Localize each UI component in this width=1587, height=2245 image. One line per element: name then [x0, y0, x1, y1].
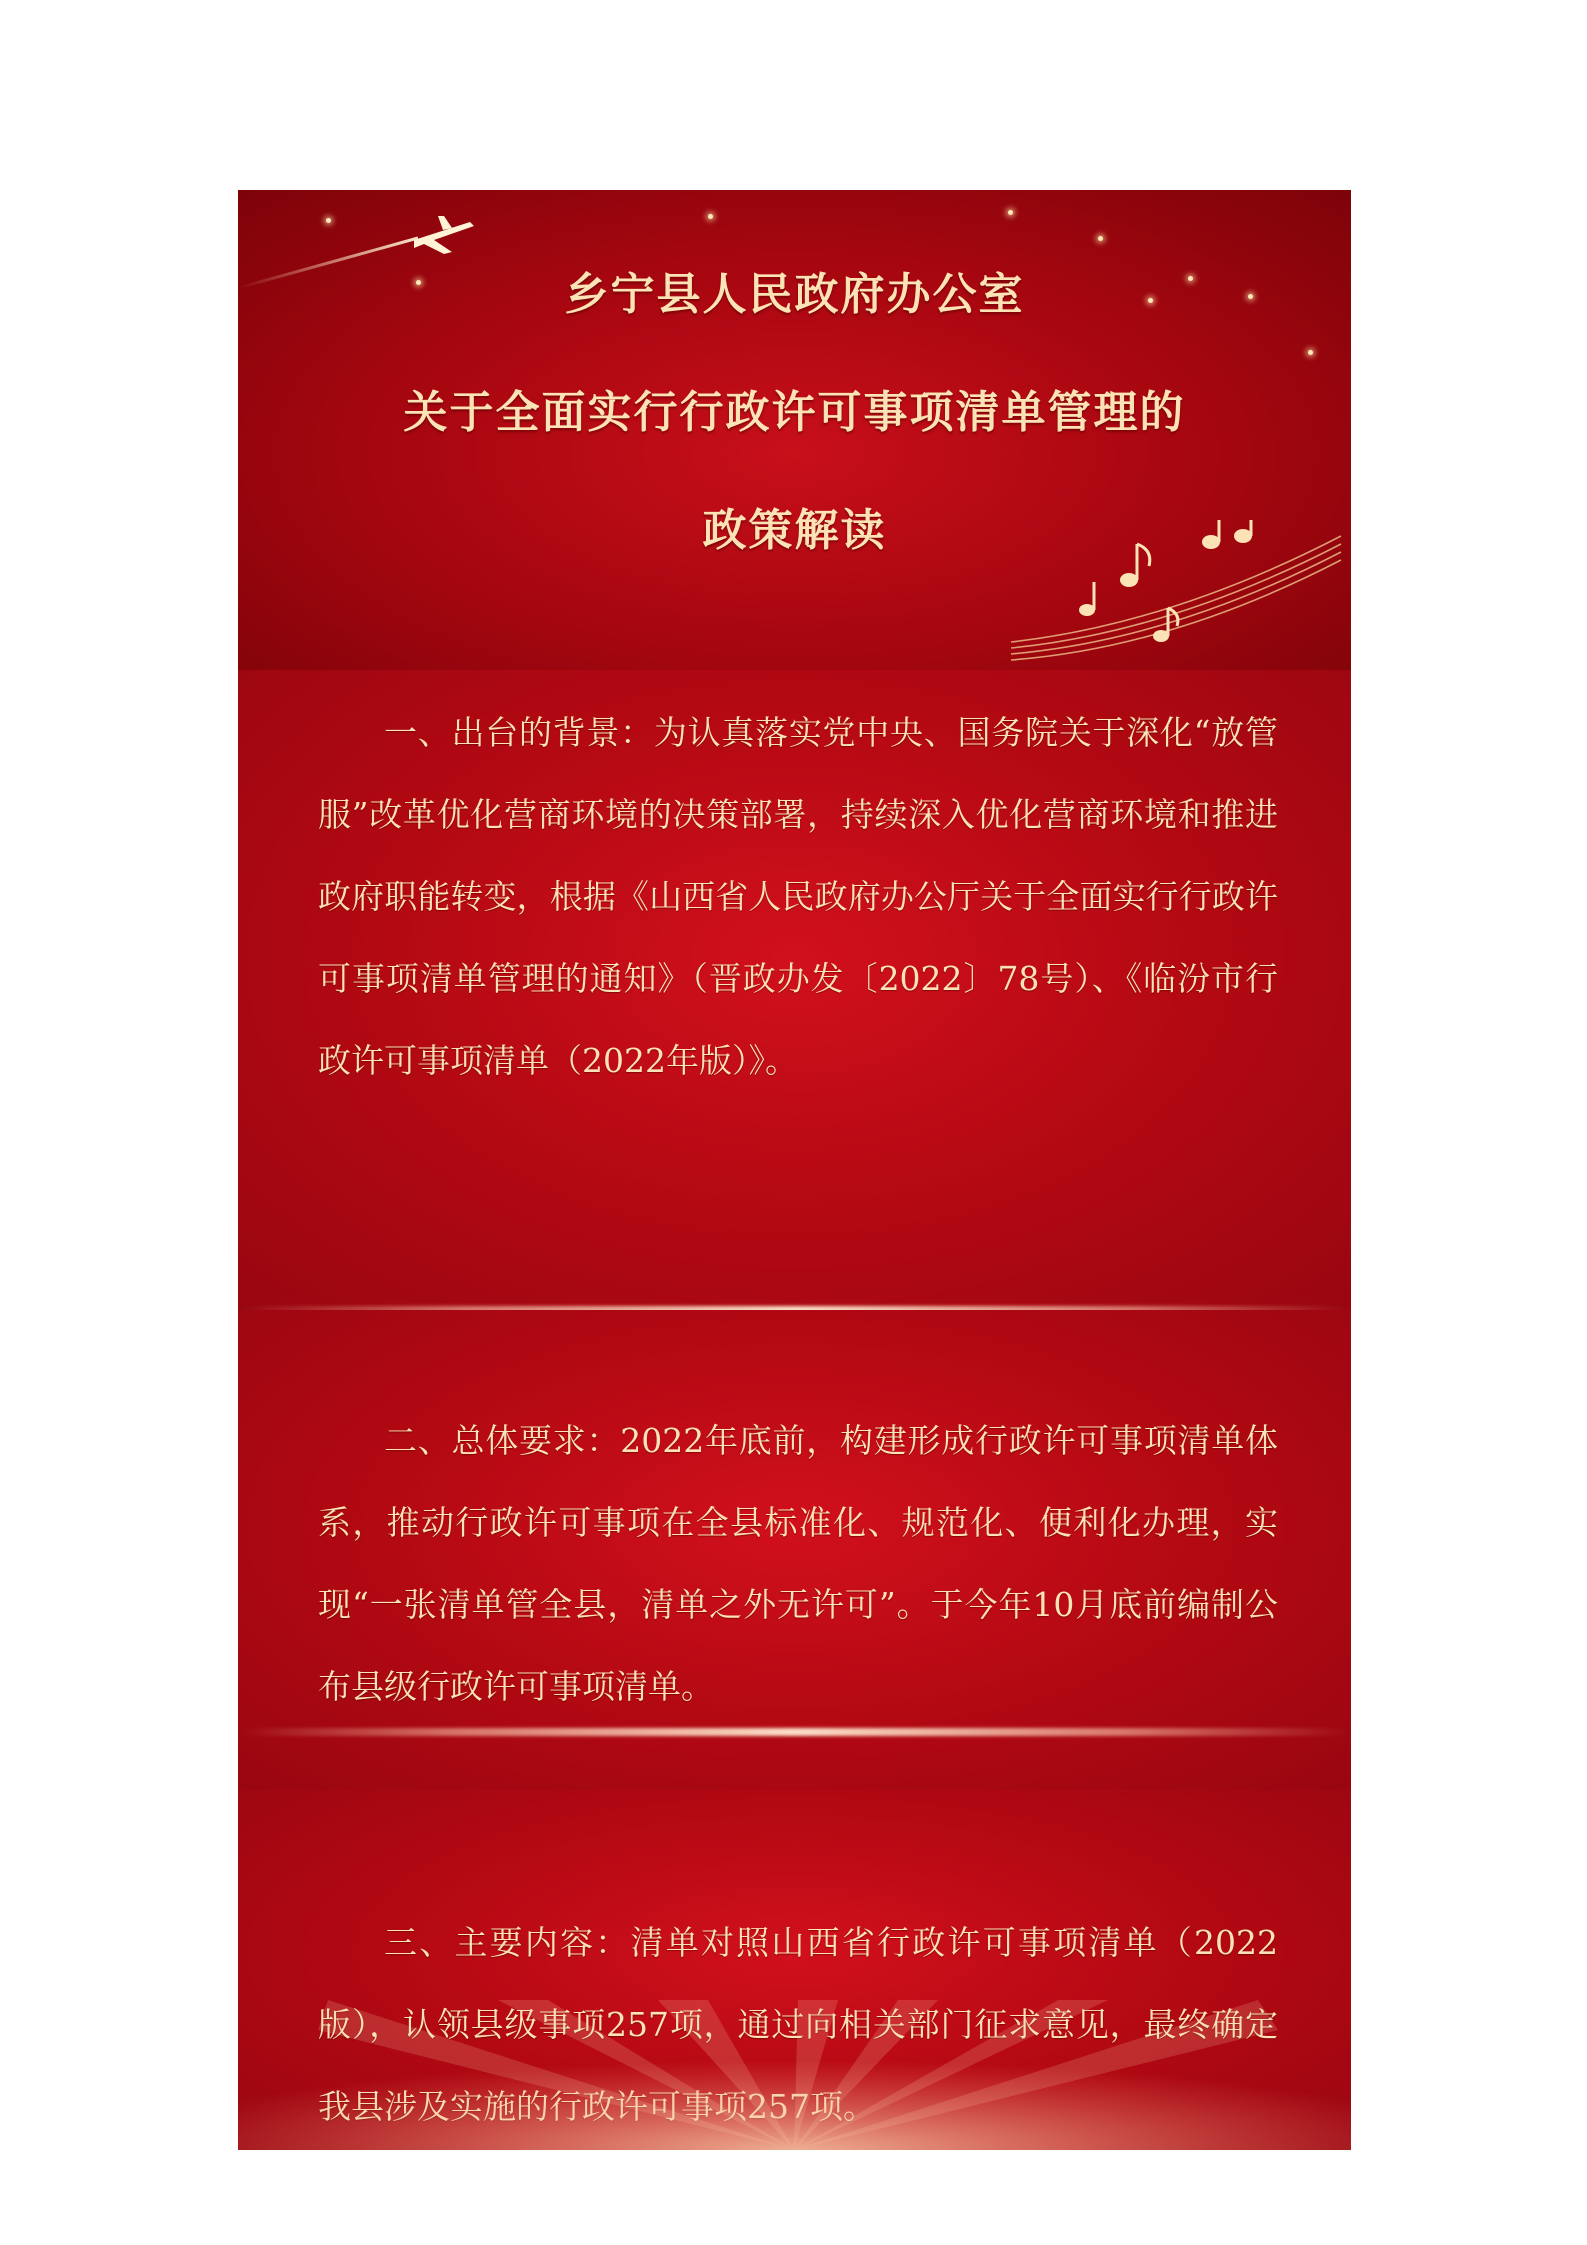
header-title-line-3: 政策解读	[702, 505, 887, 556]
section-paragraph: 三、主要内容：清单对照山西省行政许可事项清单（2022	[384, 1923, 1278, 1962]
music-notes-icon	[1011, 520, 1351, 670]
section-paragraph: 二、总体要求：2022年底前，构建形成行政许可事项清单体系，推动行政许可事项在全县标准化、规范化、便利化办理，实现“一张清单管全县，清单之外无许可”。于今年10月底前编制公布县级行政许可事项清单。	[318, 1421, 1278, 1706]
divider	[238, 1728, 1351, 1736]
section-background	[238, 670, 1351, 1310]
header-title-line-1: 乡宁县人民政府办公室	[564, 269, 1025, 320]
section-main-content	[238, 1790, 1351, 2150]
section-paragraph: 一、出台的背景：为认真落实党中央、国务院关于深化“放管服”改革优化营商环境的决策部署，持续深入优化营商环境和推进政府职能转变，根据《山西省人民政府办公厅关于全面实行行政许可事项清单管理的通知》（晋政办发〔2022〕78号）、《临汾市行政许可事项清单（2022年版）》。	[318, 713, 1278, 1080]
policy-poster	[238, 190, 1351, 2150]
star-decoration	[708, 214, 713, 219]
star-decoration	[1098, 236, 1103, 241]
light-rays-decoration	[238, 2000, 1351, 2150]
poster-header	[238, 190, 1351, 670]
star-decoration	[1308, 350, 1313, 355]
section-requirements	[238, 1310, 1351, 1790]
header-title-line-2: 关于全面实行行政许可事项清单管理的	[403, 387, 1186, 438]
star-decoration	[1008, 210, 1013, 215]
